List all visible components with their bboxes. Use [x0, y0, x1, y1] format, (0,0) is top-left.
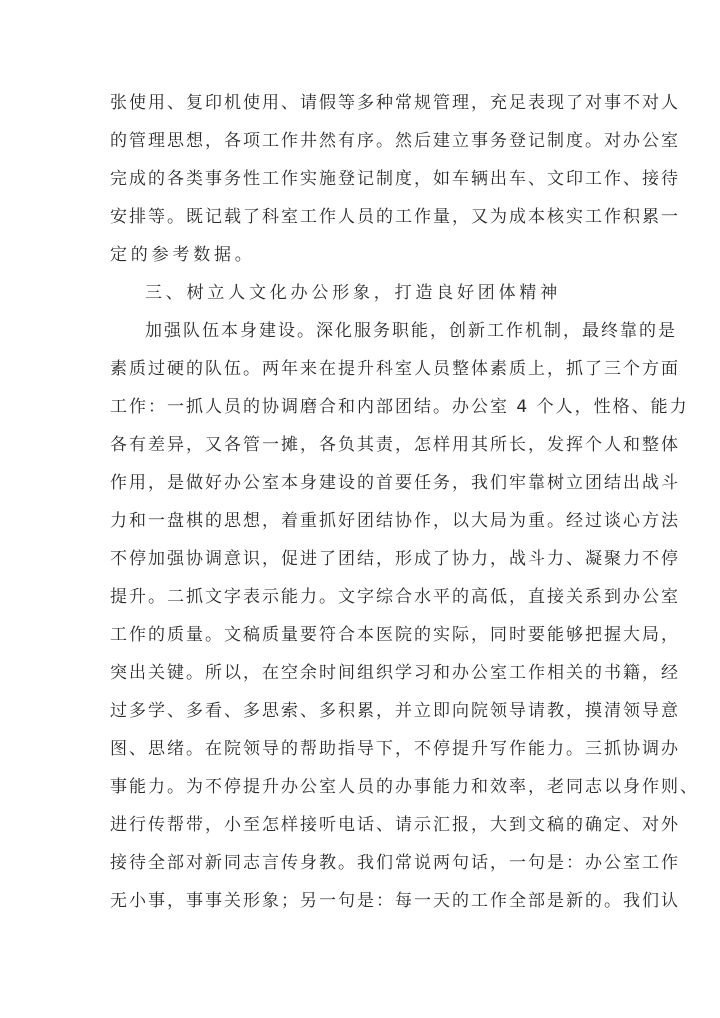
- text-line: 不停加强协调意识，促进了团结，形成了协力，战斗力、凝聚力不停: [110, 549, 680, 569]
- text-line: 提升。二抓文字表示能力。文字综合水平的高低，直接关系到办公室: [110, 587, 680, 607]
- text-line: 安排等。既记载了科室工作人员的工作量，又为成本核实工作积累一: [110, 207, 680, 227]
- text-line: 完成的各类事务性工作实施登记制度，如车辆出车、文印工作、接待: [110, 169, 680, 189]
- document-body: [110, 84, 699, 920]
- text-line: 过多学、多看、多思索、多积累，并立即向院领导请教，摸清领导意: [110, 701, 680, 721]
- text-line: 力和一盘棋的思想，着重抓好团结协作，以大局为重。经过谈心方法: [110, 511, 680, 531]
- text-line: 素质过硬的队伍。两年来在提升科室人员整体素质上，抓了三个方面: [110, 359, 680, 379]
- text-line: 图、思绪。在院领导的帮助指导下，不停提升写作能力。三抓协调办: [110, 739, 680, 759]
- text-line: 进行传帮带，小至怎样接听电话、请示汇报，大到文稿的确定、对外: [110, 815, 680, 835]
- text-line: 定的参考数据。: [110, 245, 256, 265]
- text-line: 工作：一抓人员的协调磨合和内部团结。办公室 4 个人，性格、能力: [110, 397, 689, 417]
- text-line: 张使用、复印机使用、请假等多种常规管理，充足表现了对事不对人: [110, 93, 680, 113]
- text-line: 无小事，事事关形象；另一句是：每一天的工作全部是新的。我们认: [110, 891, 680, 911]
- text-line: 接待全部对新同志言传身教。我们常说两句话，一句是：办公室工作: [110, 853, 680, 873]
- text-line: 工作的质量。文稿质量要符合本医院的实际，同时要能够把握大局，: [110, 625, 680, 645]
- text-line: 各有差异，又各管一摊，各负其责，怎样用其所长，发挥个人和整体: [110, 435, 680, 455]
- text-line: 三、树立人文化办公形象，打造良好团体精神: [145, 283, 561, 303]
- text-line: 加强队伍本身建设。深化服务职能，创新工作机制，最终靠的是: [145, 321, 677, 341]
- text-line: 突出关键。所以，在空余时间组织学习和办公室工作相关的书籍，经: [110, 663, 680, 683]
- text-line: 的管理思想，各项工作井然有序。然后建立事务登记制度。对办公室: [110, 131, 680, 151]
- text-line: 作用，是做好办公室本身建设的首要任务，我们牢靠树立团结出战斗: [110, 473, 680, 493]
- text-line: 事能力。为不停提升办公室人员的办事能力和效率，老同志以身作则、: [110, 777, 699, 797]
